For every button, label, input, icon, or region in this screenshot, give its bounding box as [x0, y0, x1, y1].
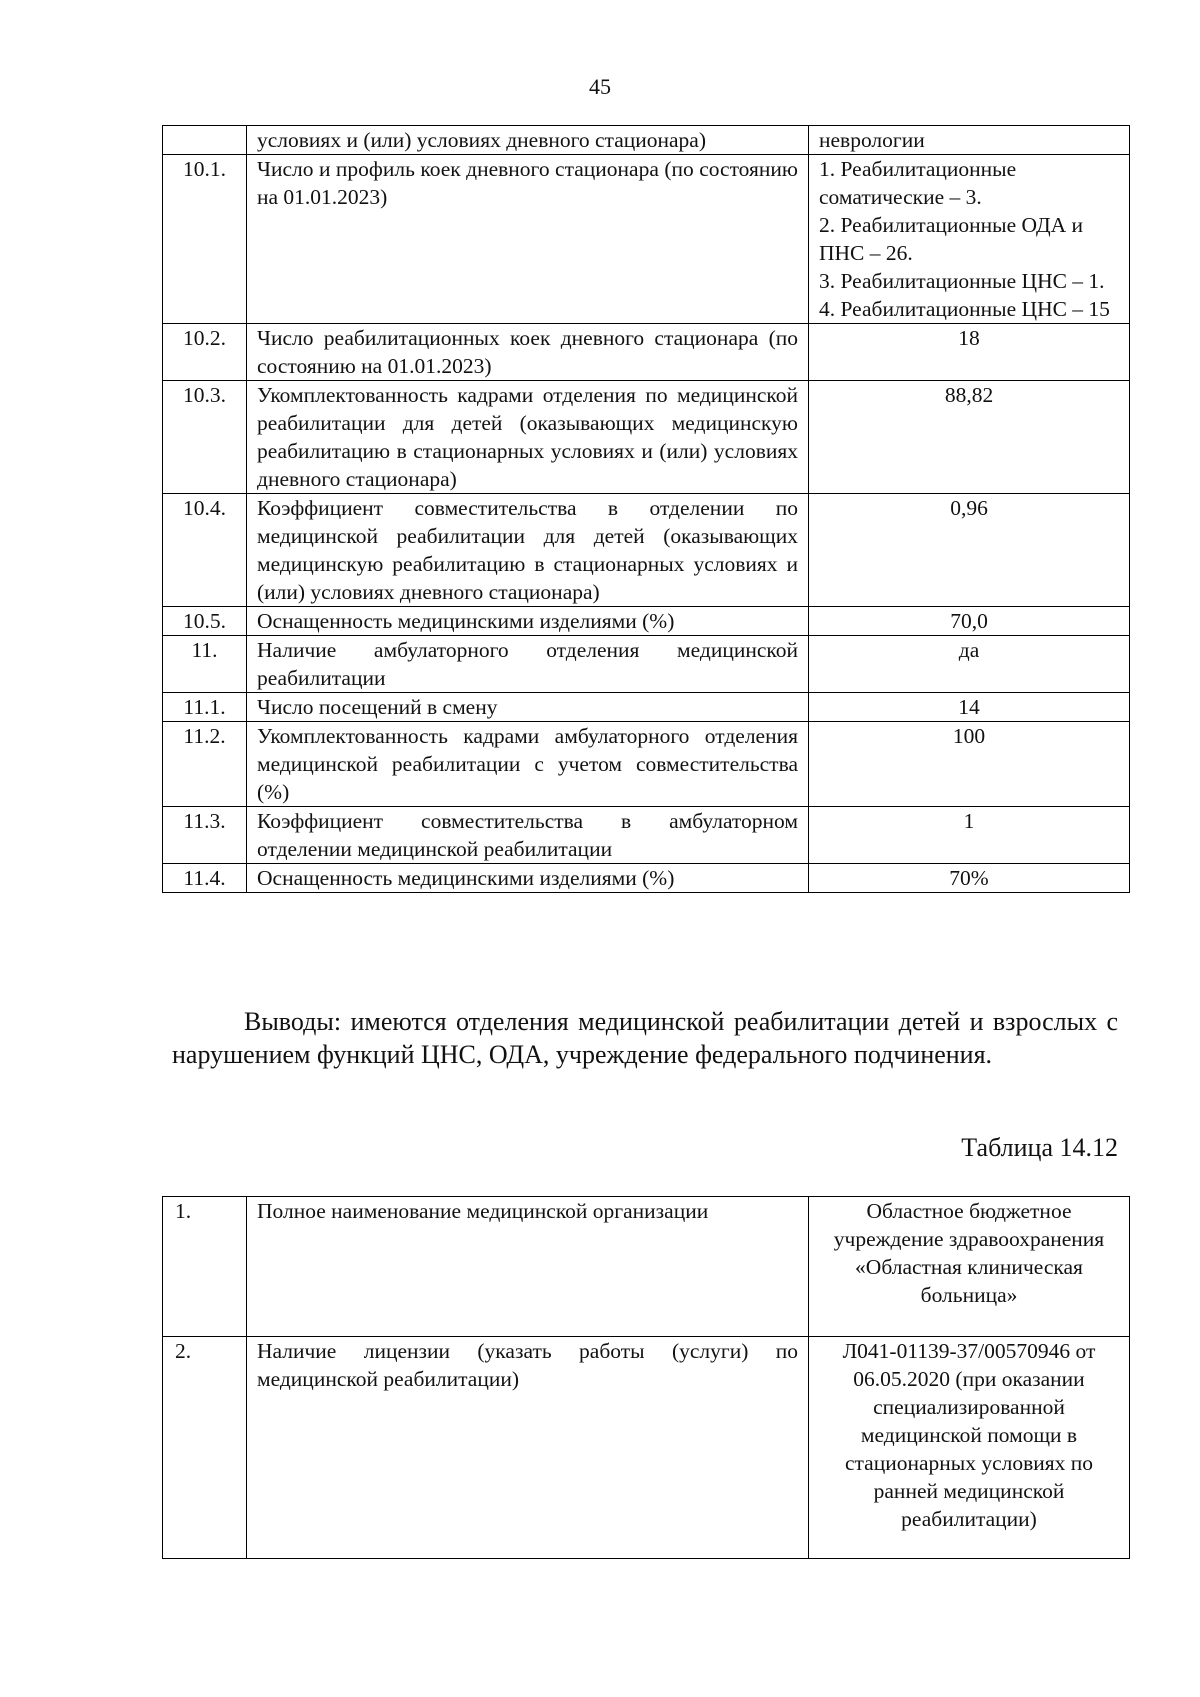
table-row [163, 126, 1130, 155]
row-value: 14 [809, 693, 1130, 722]
row-value: Областное бюджетное учреждение здравоохранения «Областная клиническая больница» [809, 1197, 1130, 1337]
row-value: 18 [809, 324, 1130, 381]
row-number: 11. [163, 636, 247, 693]
table-row [163, 607, 1130, 636]
table-row [163, 1337, 1130, 1559]
row-indicator: Полное наименование медицинской организации [247, 1197, 809, 1337]
row-value: 1 [809, 807, 1130, 864]
row-indicator: Наличие лицензии (указать работы (услуги) по медицинской реабилитации) [247, 1337, 809, 1559]
row-number: 10.3. [163, 381, 247, 494]
row-value: 70,0 [809, 607, 1130, 636]
row-number: 10.5. [163, 607, 247, 636]
row-number: 11.2. [163, 722, 247, 807]
table-row [163, 155, 1130, 324]
row-indicator: Наличие амбулаторного отделения медицинской реабилитации [247, 636, 809, 693]
row-indicator: Число посещений в смену [247, 693, 809, 722]
row-number: 2. [163, 1337, 247, 1559]
row-indicator: Коэффициент совместительства в отделении по медицинской реабилитации для детей (оказывающих медицинскую реабилитацию в стационарных условиях и (или) условиях дневного стационара) [247, 494, 809, 607]
row-value: 70% [809, 864, 1130, 893]
row-number: 11.4. [163, 864, 247, 893]
table-caption: Таблица 14.12 [961, 1133, 1118, 1162]
table-row [163, 494, 1130, 607]
row-indicator: Коэффициент совместительства в амбулаторном отделении медицинской реабилитации [247, 807, 809, 864]
row-value: 1. Реабилитационные соматические – 3. 2. Реабилитационные ОДА и ПНС – 26. 3. Реабилитационные ЦНС – 1. 4. Реабилитационные ЦНС – 15 [809, 155, 1130, 324]
row-indicator: Оснащенность медицинскими изделиями (%) [247, 607, 809, 636]
table-row [163, 381, 1130, 494]
row-indicator: Укомплектованность кадрами амбулаторного отделения медицинской реабилитации с учетом совместительства (%) [247, 722, 809, 807]
row-number: 10.2. [163, 324, 247, 381]
row-value: Л041-01139-37/00570946 от 06.05.2020 (при оказании специализированной медицинской помощи в стационарных условиях по ранней медицинской реабилитации) [809, 1337, 1130, 1559]
row-value: да [809, 636, 1130, 693]
row-number: 10.1. [163, 155, 247, 324]
row-value: 100 [809, 722, 1130, 807]
row-indicator: Укомплектованность кадрами отделения по медицинской реабилитации для детей (оказывающих медицинскую реабилитацию в стационарных условиях и (или) условиях дневного стационара) [247, 381, 809, 494]
row-value: 88,82 [809, 381, 1130, 494]
row-number: 11.1. [163, 693, 247, 722]
page-number: 45 [589, 74, 611, 99]
row-value: 0,96 [809, 494, 1130, 607]
row-indicator: Число и профиль коек дневного стационара (по состоянию на 01.01.2023) [247, 155, 809, 324]
table-row [163, 693, 1130, 722]
row-value: неврологии [809, 126, 1130, 155]
table-row [163, 807, 1130, 864]
row-number: 1. [163, 1197, 247, 1337]
row-number [163, 126, 247, 155]
row-indicator: Оснащенность медицинскими изделиями (%) [247, 864, 809, 893]
organization-table [162, 1196, 1130, 1559]
table-row [163, 636, 1130, 693]
conclusions-paragraph: Выводы: имеются отделения медицинской реабилитации детей и взрослых с нарушением функций ЦНС, ОДА, учреждение федерального подчинения. [172, 1007, 1118, 1069]
row-number: 11.3. [163, 807, 247, 864]
row-number: 10.4. [163, 494, 247, 607]
table-row [163, 722, 1130, 807]
row-indicator: Число реабилитационных коек дневного стационара (по состоянию на 01.01.2023) [247, 324, 809, 381]
row-indicator: условиях и (или) условиях дневного стационара) [247, 126, 809, 155]
table-row [163, 864, 1130, 893]
table-row [163, 1197, 1130, 1337]
indicators-table [162, 125, 1130, 893]
table-row [163, 324, 1130, 381]
